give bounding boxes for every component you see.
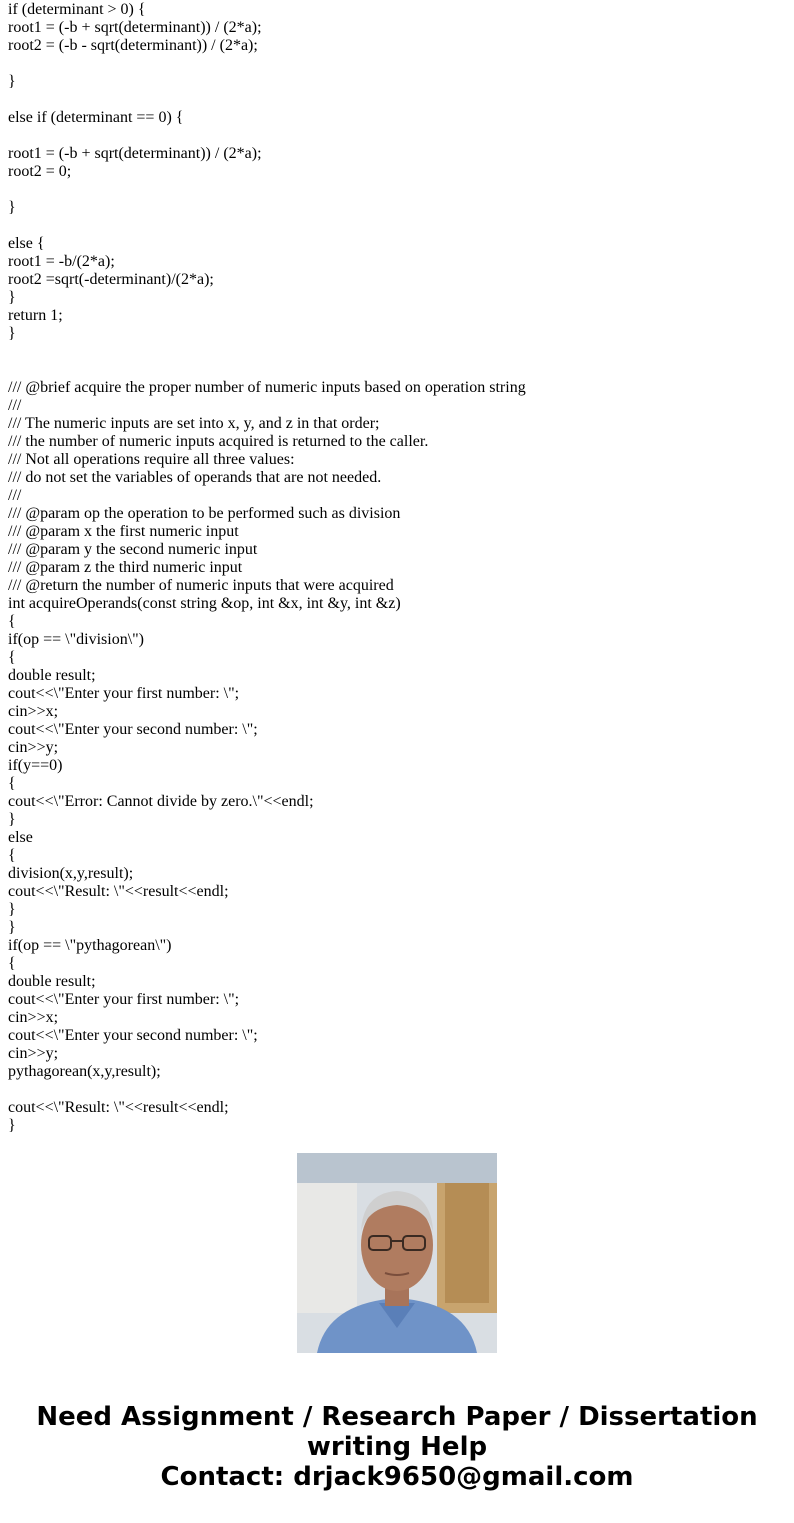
code-line: /// @param op the operation to be performed such as division: [8, 505, 401, 522]
code-line: /// Not all operations require all three values:: [8, 451, 295, 468]
code-line: /// @param y the second numeric input: [8, 541, 258, 558]
code-line: cin>>y;: [8, 739, 59, 756]
code-line: [8, 217, 788, 235]
promo-contact: Contact: drjack9650@gmail.com: [160, 1462, 634, 1492]
code-line: cout<<\"Enter your second number: \";: [8, 1027, 258, 1044]
code-line: /// @param z the third numeric input: [8, 559, 243, 576]
code-line: /// @param x the first numeric input: [8, 523, 239, 540]
code-line: cout<<\"Enter your second number: \";: [8, 721, 258, 738]
promo-banner: [0, 1402, 794, 1492]
code-line: [8, 343, 788, 361]
code-line: [8, 55, 788, 73]
code-line: /// do not set the variables of operands that are not needed.: [8, 469, 382, 486]
code-line: else: [8, 829, 33, 846]
avatar: [297, 1153, 497, 1353]
code-line: else {: [8, 235, 45, 252]
code-line: [8, 91, 788, 109]
promo-headline: Need Assignment / Research Paper / Dissertation: [36, 1402, 758, 1432]
code-line: cout<<\"Error: Cannot divide by zero.\"<<endl;: [8, 793, 314, 810]
code-snippet: [8, 1, 788, 1134]
code-line: root1 = (-b + sqrt(determinant)) / (2*a);: [8, 19, 262, 36]
code-line: double result;: [8, 667, 96, 684]
code-line: root1 = (-b + sqrt(determinant)) / (2*a);: [8, 145, 262, 162]
code-line: /// the number of numeric inputs acquired is returned to the caller.: [8, 433, 429, 450]
code-line: return 1;: [8, 307, 63, 324]
code-line: cin>>x;: [8, 703, 59, 720]
code-line: }: [8, 73, 16, 90]
code-line: root2 =sqrt(-determinant)/(2*a);: [8, 271, 214, 288]
code-line: root2 = (-b - sqrt(determinant)) / (2*a);: [8, 37, 258, 54]
code-line: if(op == \"pythagorean\"): [8, 937, 172, 954]
code-line: if(y==0): [8, 757, 63, 774]
code-line: /// @brief acquire the proper number of numeric inputs based on operation string: [8, 379, 526, 396]
code-line: }: [8, 199, 16, 216]
code-line: cout<<\"Result: \"<<result<<endl;: [8, 883, 229, 900]
code-line: }: [8, 1117, 16, 1134]
code-line: cout<<\"Result: \"<<result<<endl;: [8, 1099, 229, 1116]
code-line: [8, 181, 788, 199]
code-line: {: [8, 847, 16, 864]
code-line: {: [8, 649, 16, 666]
code-line: division(x,y,result);: [8, 865, 134, 882]
code-line: [8, 127, 788, 145]
code-line: ///: [8, 397, 22, 414]
code-line: /// @return the number of numeric inputs that were acquired: [8, 577, 394, 594]
code-line: cin>>x;: [8, 1009, 59, 1026]
code-line: }: [8, 811, 16, 828]
code-line: pythagorean(x,y,result);: [8, 1063, 161, 1080]
code-line: if (determinant > 0) {: [8, 1, 146, 18]
code-line: int acquireOperands(const string &op, int &x, int &y, int &z): [8, 595, 401, 612]
code-line: [8, 1081, 788, 1099]
code-line: root1 = -b/(2*a);: [8, 253, 115, 270]
code-line: }: [8, 919, 16, 936]
code-line: {: [8, 955, 16, 972]
code-line: cin>>y;: [8, 1045, 59, 1062]
code-line: [8, 361, 788, 379]
code-line: if(op == \"division\"): [8, 631, 144, 648]
author-photo: [297, 1153, 497, 1353]
promo-subheadline: writing Help: [306, 1432, 488, 1462]
code-line: /// The numeric inputs are set into x, y, and z in that order;: [8, 415, 380, 432]
code-line: root2 = 0;: [8, 163, 72, 180]
code-line: }: [8, 289, 16, 306]
code-line: else if (determinant == 0) {: [8, 109, 184, 126]
code-line: }: [8, 901, 16, 918]
code-line: {: [8, 775, 16, 792]
code-line: {: [8, 613, 16, 630]
code-line: }: [8, 325, 16, 342]
code-line: cout<<\"Enter your first number: \";: [8, 991, 240, 1008]
code-line: double result;: [8, 973, 96, 990]
code-line: cout<<\"Enter your first number: \";: [8, 685, 240, 702]
code-line: ///: [8, 487, 22, 504]
